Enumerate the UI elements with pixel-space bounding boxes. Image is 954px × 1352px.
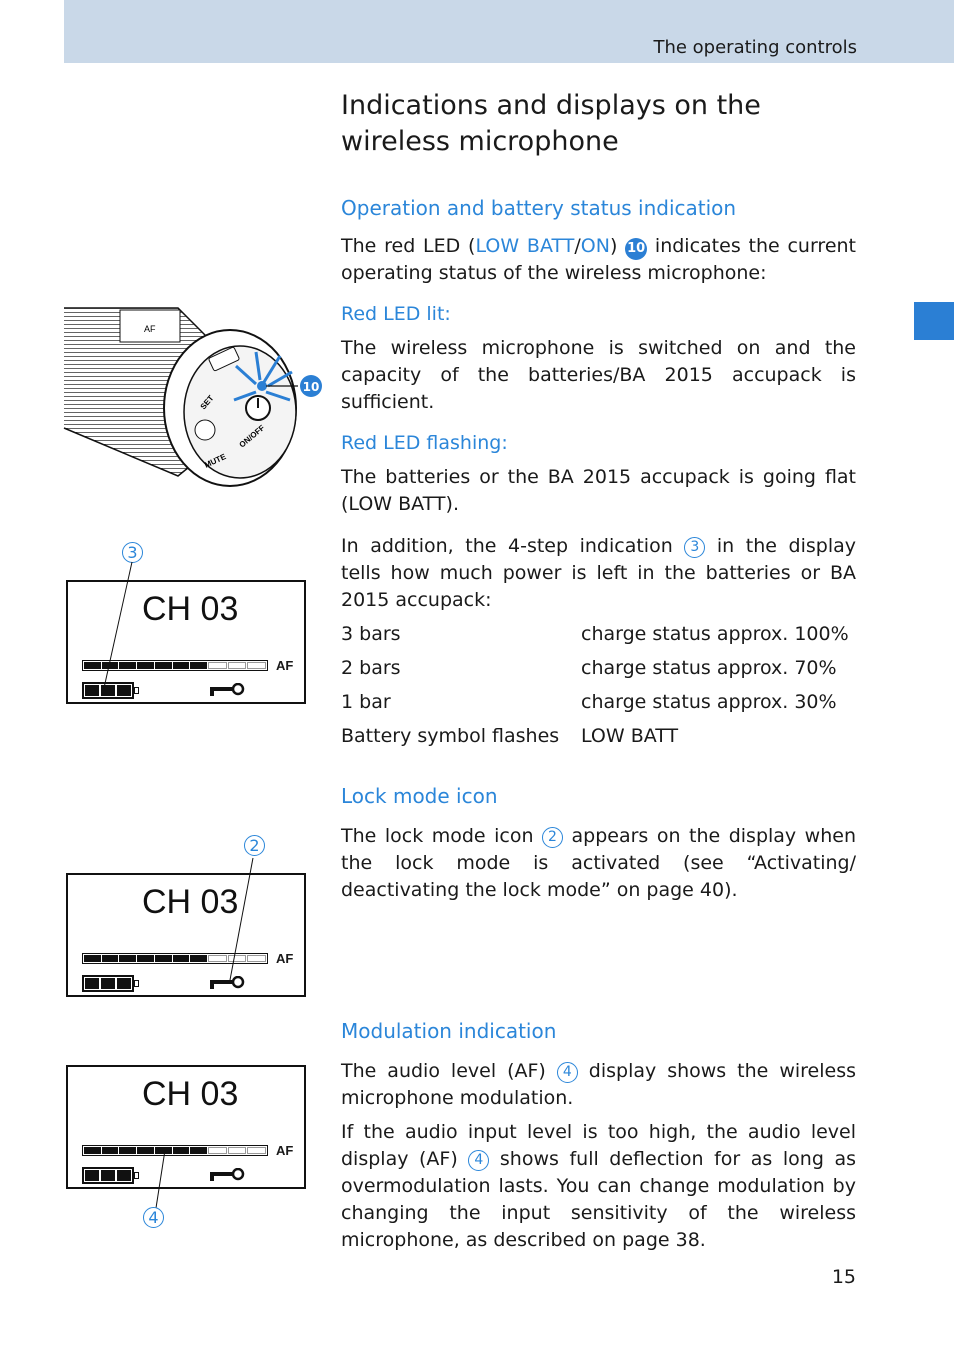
led-paragraph: The red LED (LOW BATT/ON) 10 indicates the current operating status of the wireless microphone: xyxy=(341,235,857,284)
af-meter-segment xyxy=(137,955,154,962)
four-step-paragraph: In addition, the 4-step indication 3 in the display tells how much power is left in the batteries or BA 2015 accupack: xyxy=(341,535,856,611)
label-red-led-lit: Red LED lit: xyxy=(341,303,451,325)
af-meter-segment xyxy=(155,955,172,962)
af-meter-segment xyxy=(119,955,136,962)
af-meter-segment xyxy=(228,662,247,669)
af-meter-segment xyxy=(228,1147,247,1154)
af-meter-segment xyxy=(102,1147,119,1154)
key-icon xyxy=(210,683,246,697)
af-label: AF xyxy=(276,658,294,673)
af-meter-segment xyxy=(173,1147,190,1154)
led-callout: 10 xyxy=(302,380,320,394)
af-meter-segment xyxy=(190,1147,207,1154)
device-mute-label: MUTE xyxy=(203,452,228,470)
heading-modulation: Modulation indication xyxy=(341,1019,557,1043)
channel-readout: CH 03 xyxy=(142,590,239,628)
device-onoff-label: ON/OFF xyxy=(237,423,267,450)
callout-2-icon: 2 xyxy=(542,827,563,848)
page-number: 15 xyxy=(831,1266,856,1288)
battery-icon xyxy=(82,1167,134,1184)
callout-line xyxy=(150,1148,170,1210)
microphone-illustration xyxy=(60,300,330,490)
channel-readout: CH 03 xyxy=(142,1075,239,1113)
chapter-tab xyxy=(914,302,954,340)
page-title: Indications and displays on the wireless microphone xyxy=(341,90,761,157)
af-meter-segment xyxy=(208,1147,227,1154)
lcd-display-modulation xyxy=(66,1065,306,1189)
af-meter-segment xyxy=(84,1147,101,1154)
modulation-paragraph-1: The audio level (AF) 4 display shows the wireless microphone modulation. xyxy=(341,1060,856,1109)
af-label: AF xyxy=(276,951,294,966)
af-meter-segment xyxy=(247,662,266,669)
channel-readout: CH 03 xyxy=(142,883,239,921)
callout-3-icon: 3 xyxy=(684,537,705,558)
display-callout-4: 4 xyxy=(143,1207,164,1228)
lock-mode-paragraph: The lock mode icon 2 appears on the display when the lock mode is activated (see “Activating/ deactivating the lock mode” on page 40). xyxy=(341,825,856,901)
red-led-flashing-text: The batteries or the BA 2015 accupack is going flat (LOW BATT). xyxy=(341,466,856,515)
af-meter-segment xyxy=(155,662,172,669)
key-icon xyxy=(210,1168,246,1182)
af-meter-segment xyxy=(247,1147,266,1154)
af-meter-segment xyxy=(102,955,119,962)
callout-4-icon: 4 xyxy=(557,1062,578,1083)
device-set-label: SET xyxy=(198,393,216,412)
device-af-label: AF xyxy=(144,324,156,334)
heading-lock-mode: Lock mode icon xyxy=(341,784,498,808)
callout-4-icon: 4 xyxy=(468,1150,489,1171)
battery-tip xyxy=(134,1172,139,1179)
af-meter-segment xyxy=(208,955,227,962)
heading-battery-status: Operation and battery status indication xyxy=(341,196,737,220)
callout-line xyxy=(226,856,256,982)
lcd-display-lock xyxy=(66,873,306,997)
battery-icon xyxy=(82,975,134,992)
display-callout-2: 2 xyxy=(244,835,265,856)
af-meter-segment xyxy=(208,662,227,669)
af-meter-segment xyxy=(190,955,207,962)
af-meter-segment xyxy=(173,955,190,962)
display-callout-3: 3 xyxy=(122,542,143,563)
af-level-meter xyxy=(82,1145,268,1156)
label-red-led-flashing: Red LED flashing: xyxy=(341,432,508,454)
modulation-paragraph-2: If the audio input level is too high, the audio level display (AF) 4 shows full deflection for as long as overmodulation lasts. You can change modulation by changing the input sensitivity of the wireless microphone, as described on page 38. xyxy=(341,1121,856,1251)
section-header: The operating controls xyxy=(653,37,857,58)
af-meter-segment xyxy=(84,662,101,669)
callout-line xyxy=(100,560,140,690)
callout-10-icon: 10 xyxy=(625,238,647,260)
red-led-lit-text: The wireless microphone is switched on and the capacity of the batteries/BA 2015 accupack is sufficient. xyxy=(341,337,856,413)
af-meter-segment xyxy=(190,662,207,669)
battery-tip xyxy=(134,980,139,987)
af-meter-segment xyxy=(173,662,190,669)
af-label: AF xyxy=(276,1143,294,1158)
af-meter-segment xyxy=(119,1147,136,1154)
af-meter-segment xyxy=(84,955,101,962)
